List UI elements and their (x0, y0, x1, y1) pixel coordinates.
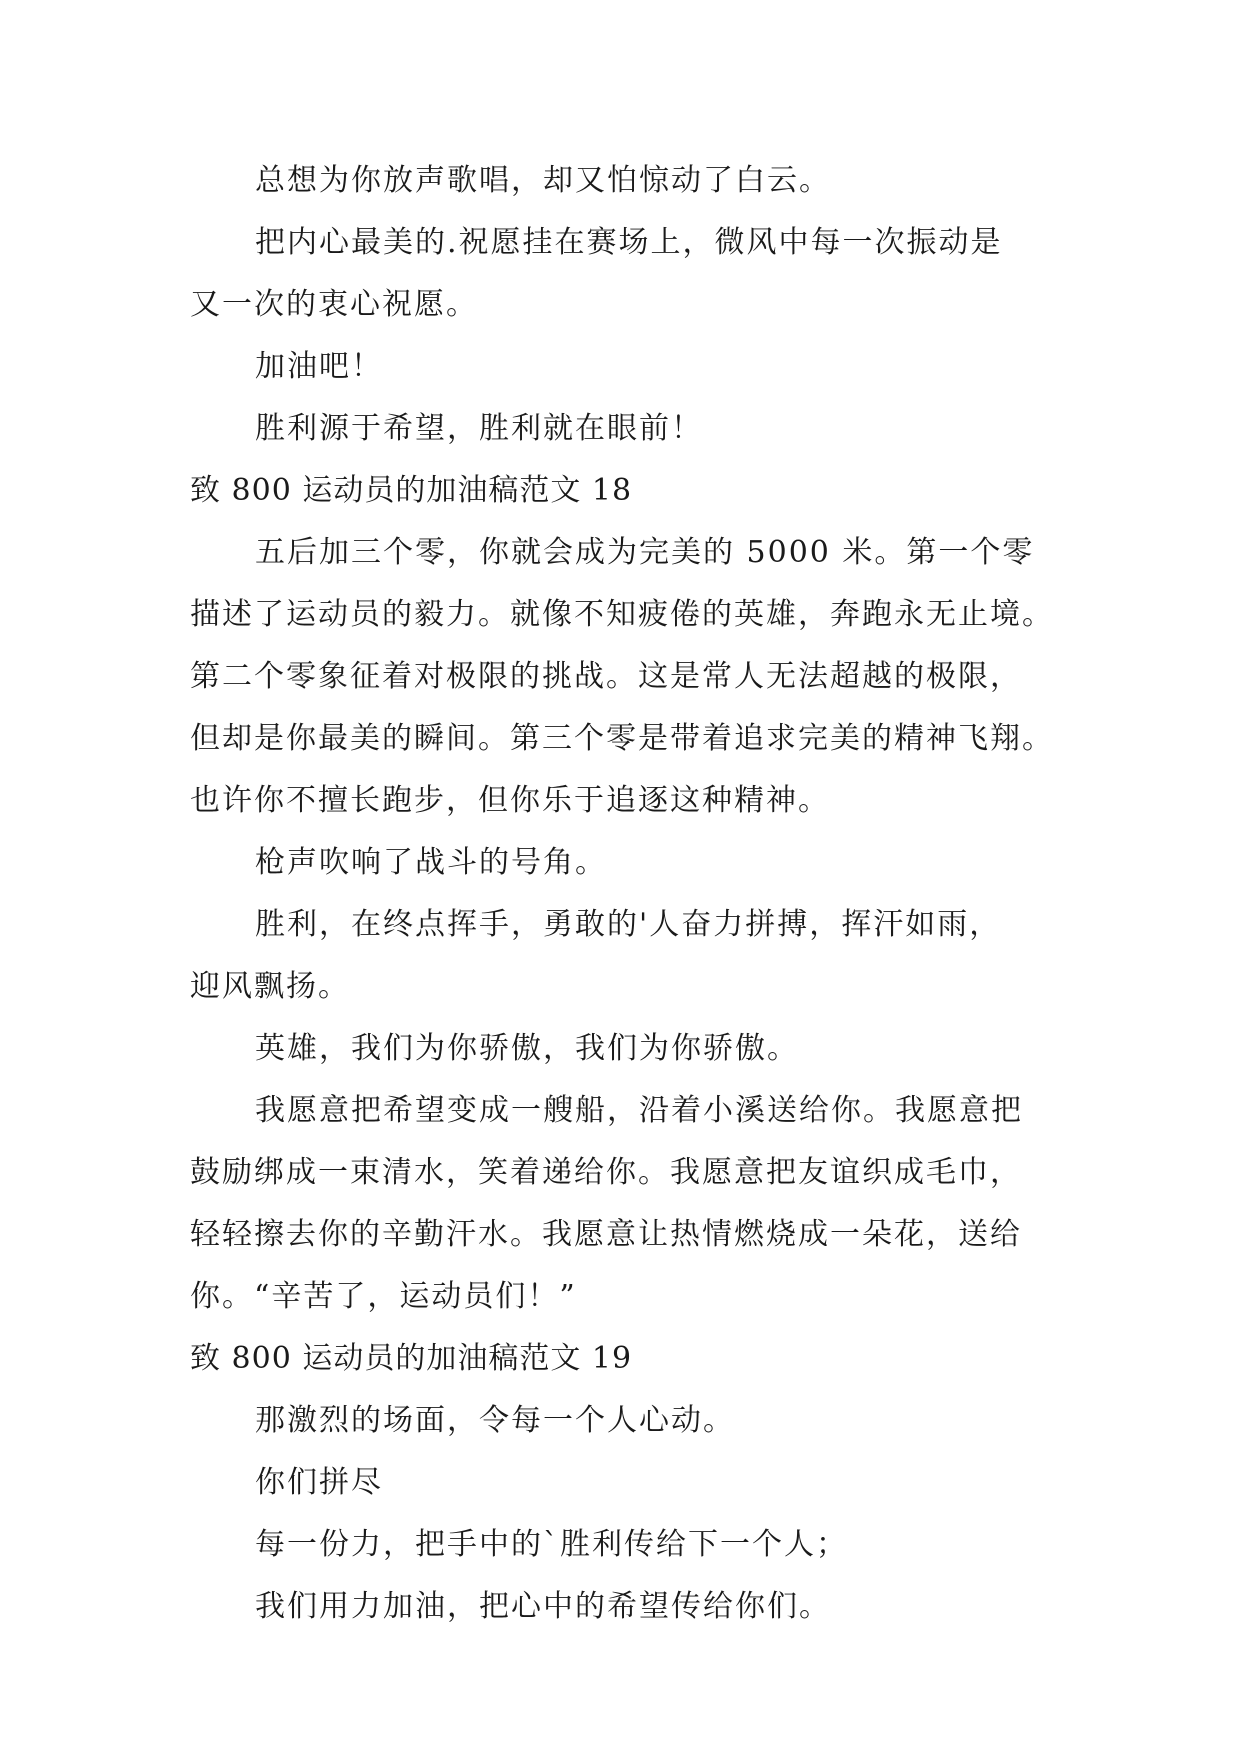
section-heading-18: 致 800 运动员的加油稿范文 18 (190, 473, 633, 508)
text-line: 总想为你放声歌唱，却又怕惊动了白云。 (255, 163, 831, 198)
text-line: 那激烈的场面，令每一个人心动。 (255, 1403, 735, 1438)
text-line: 你们拼尽 (255, 1465, 383, 1500)
text-line: 鼓励绑成一束清水，笑着递给你。我愿意把友谊织成毛巾， (190, 1155, 1022, 1190)
text-line: 把内心最美的.祝愿挂在赛场上，微风中每一次振动是 (255, 225, 1003, 260)
text-line: 加油吧！ (255, 349, 383, 384)
text-line: 你。“辛苦了，运动员们！” (190, 1279, 577, 1314)
section-heading-19: 致 800 运动员的加油稿范文 19 (190, 1341, 633, 1376)
text-line: 每一份力，把手中的`胜利传给下一个人； (255, 1527, 848, 1562)
text-line: 英雄，我们为你骄傲，我们为你骄傲。 (255, 1031, 799, 1066)
text-line: 描述了运动员的毅力。就像不知疲倦的英雄，奔跑永无止境。 (190, 597, 1054, 632)
text-line: 轻轻擦去你的辛勤汗水。我愿意让热情燃烧成一朵花，送给 (190, 1217, 1022, 1252)
text-line: 我愿意把希望变成一艘船，沿着小溪送给你。我愿意把 (255, 1093, 1023, 1128)
text-line: 第二个零象征着对极限的挑战。这是常人无法超越的极限， (190, 659, 1022, 694)
text-line: 胜利源于希望，胜利就在眼前！ (255, 411, 703, 446)
text-line: 我们用力加油，把心中的希望传给你们。 (255, 1589, 831, 1624)
text-line: 胜利，在终点挥手，勇敢的'人奋力拼搏，挥汗如雨， (255, 907, 1002, 942)
text-line: 但却是你最美的瞬间。第三个零是带着追求完美的精神飞翔。 (190, 721, 1054, 756)
text-line: 又一次的衷心祝愿。 (190, 287, 478, 322)
text-line: 枪声吹响了战斗的号角。 (255, 845, 607, 880)
text-line: 也许你不擅长跑步，但你乐于追逐这种精神。 (190, 783, 830, 818)
text-line: 迎风飘扬。 (190, 969, 350, 1004)
document-page (190, 150, 1070, 1638)
text-line: 五后加三个零，你就会成为完美的 5000 米。第一个零 (255, 535, 1035, 570)
